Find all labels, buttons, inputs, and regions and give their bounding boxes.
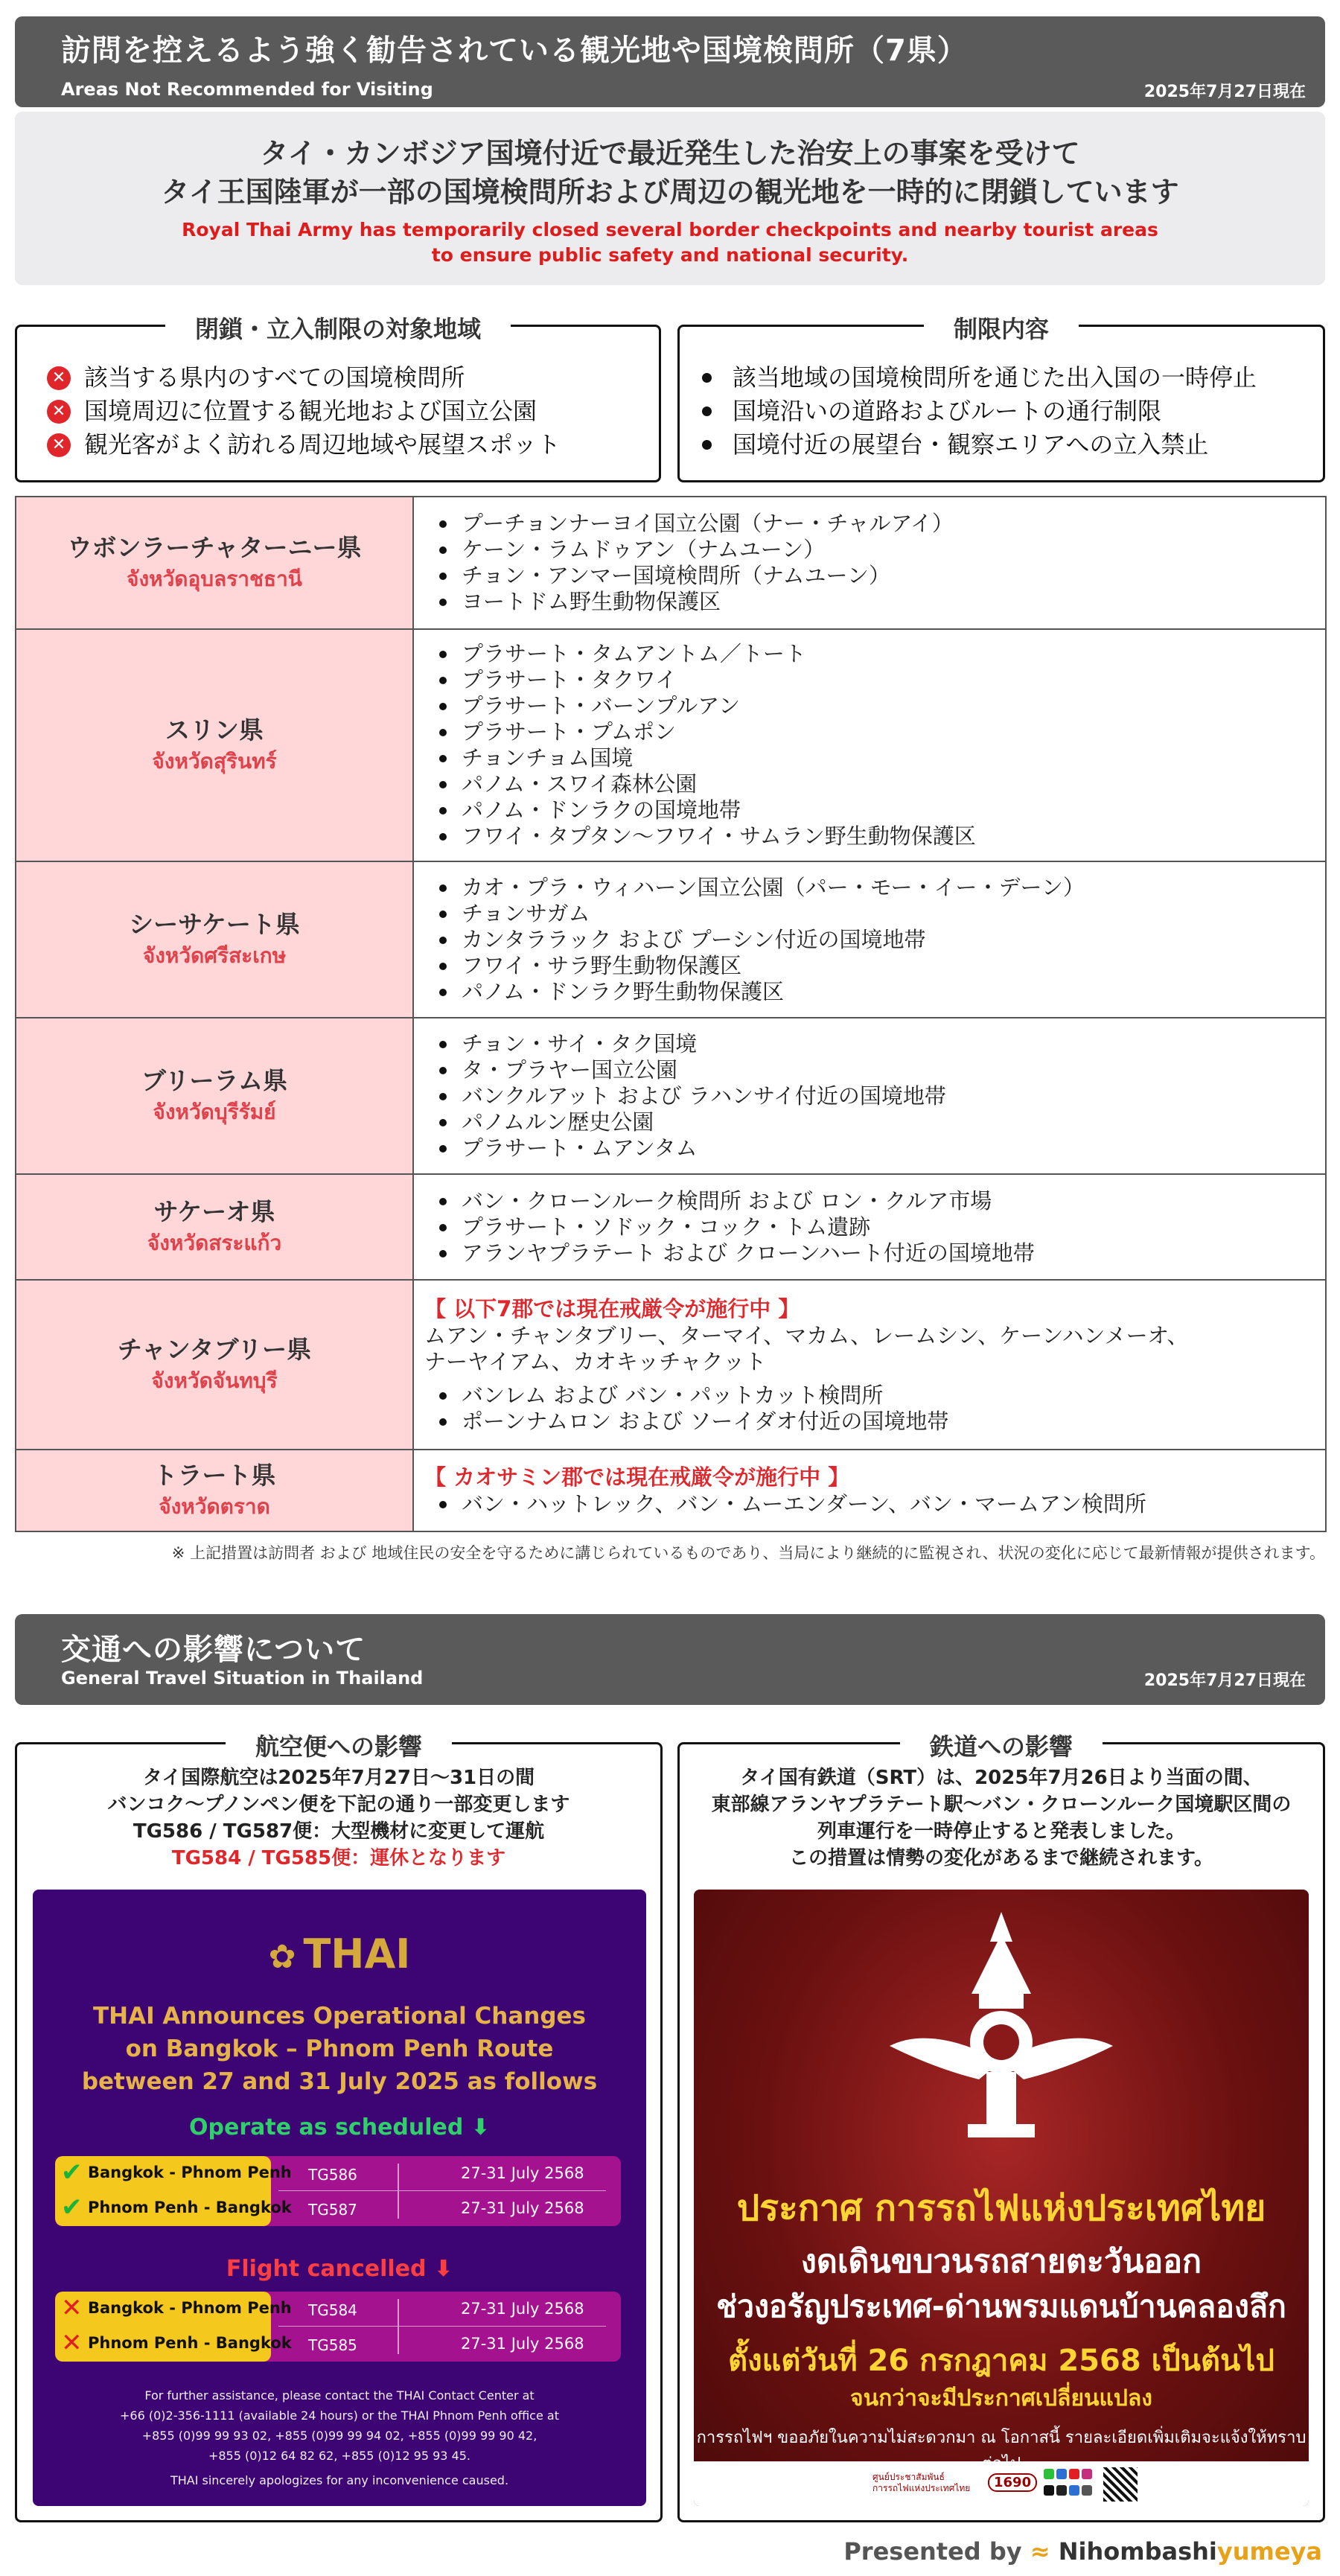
list-item: パノム・ドンラク野生動物保護区	[439, 979, 1325, 1005]
province-name-cell	[16, 1018, 413, 1174]
srt-date: ตั้งแต่วันที่ 26 กรกฎาคม 2568 เป็นต้นไป	[728, 2344, 1274, 2378]
notice-en-1: Royal Thai Army has temporarily closed several border checkpoints and nearby tourist areas	[182, 219, 1158, 240]
list-item: バン・クローンルーク検問所 および ロン・クルア市場	[439, 1188, 1325, 1214]
list-item: プーチョンナーヨイ国立公園（ナー・チャルアイ）	[439, 511, 1325, 537]
list-item: タ・プラヤー国立公園	[439, 1057, 1325, 1083]
flights-info-line: TG586 / TG587便：大型機材に変更して運航	[133, 1820, 545, 1843]
rail-info-line: 東部線アランヤプラテート駅〜バン・クローンルーク国境駅区間の	[711, 1794, 1292, 1816]
restriction-item	[687, 361, 1257, 395]
section-subtitle: General Travel Situation in Thailand	[61, 1668, 424, 1689]
province-name-th: จังหวัดบุรีรัมย์	[153, 1100, 276, 1124]
scheduled-flights	[55, 2156, 621, 2226]
province-name-cell	[16, 1450, 413, 1531]
contact-info	[70, 2385, 609, 2466]
list-item: チョン・サイ・タク国境	[439, 1031, 1325, 1057]
target-areas-title: 閉鎖・立入制限の対象地域	[165, 310, 511, 345]
restriction-item-text: 該当地域の国境検問所を通じた出入国の一時停止	[733, 363, 1257, 392]
notice-en-2: to ensure public safety and national security.	[431, 244, 909, 266]
province-list-cell	[413, 1018, 1326, 1174]
srt-notice	[694, 1890, 1309, 2506]
flight-dates: 27-31 July 2568	[461, 2335, 584, 2353]
rail-info-line: タイ国有鉄道（SRT）は、2025年7月26日より当面の間、	[740, 1767, 1263, 1789]
province-list-cell	[413, 1174, 1326, 1280]
district-list-line: ムアン・チャンタブリー、ターマイ、マカム、レームシン、ケーンハンメーオ、	[424, 1322, 1189, 1348]
list-item: プラサート・タクワイ	[439, 667, 1325, 693]
contact-line: +66 (0)2-356-1111 (available 24 hours) or the THAI Phnom Penh office at	[120, 2408, 559, 2423]
check-icon: ✔	[61, 2158, 83, 2187]
province-name-th: จังหวัดสระแก้ว	[147, 1231, 282, 1255]
province-list-cell	[413, 497, 1326, 629]
as-of-date: 2025年7月27日現在	[1143, 1671, 1306, 1690]
contact-line: +855 (0)99 99 93 02, +855 (0)99 99 94 02, +855 (0)99 99 90 42,	[141, 2429, 537, 2443]
social-icons	[1044, 2469, 1096, 2499]
flight-dates: 27-31 July 2568	[461, 2199, 584, 2217]
flight-row	[55, 2327, 621, 2362]
contact-line: +855 (0)12 64 82 62, +855 (0)12 95 93 45.	[208, 2449, 471, 2463]
target-item-text: 該当する県内のすべての国境検問所	[84, 363, 465, 392]
rail-info-line: 列車運行を一時停止すると発表しました。	[817, 1820, 1185, 1843]
tiktok-icon	[1056, 2485, 1067, 2496]
flight-number: TG584	[308, 2301, 357, 2319]
target-item	[47, 395, 561, 428]
flight-number: TG586	[308, 2166, 357, 2184]
x-icon: ✕	[61, 2328, 83, 2358]
target-item	[47, 428, 561, 462]
target-areas-box	[15, 315, 661, 482]
x-twitter-icon	[1044, 2485, 1054, 2496]
arrow-down-icon: ⬇	[470, 2114, 490, 2140]
flights-info-line: タイ国際航空は2025年7月27日〜31日の間	[142, 1767, 535, 1789]
line-icon	[1044, 2469, 1054, 2479]
flight-route: Phnom Penh - Bangkok	[88, 2334, 292, 2352]
notice-line-2: タイ王国陸軍が一部の国境検問所および周辺の観光地を一時的に閉鎖しています	[161, 176, 1179, 208]
list-item: プラサート・ソドック・コック・トム遺跡	[439, 1214, 1325, 1240]
section-header	[15, 16, 1325, 107]
martial-law-warning: 【 以下7郡では現在戒厳令が施行中 】	[424, 1295, 800, 1322]
operate-heading	[33, 2114, 646, 2140]
check-icon: ✔	[61, 2193, 83, 2222]
section-title: 交通への影響について	[61, 1633, 366, 1667]
province-name-ja: トラート県	[153, 1461, 276, 1490]
section-title: 訪問を控えるよう強く勧告されている観光地や国境検問所（7県）	[61, 34, 968, 68]
apology: THAI sincerely apologizes for any inconvenience caused.	[170, 2473, 509, 2487]
restrictions-title: 制限内容	[924, 310, 1079, 345]
list-item: バン・ハットレック、バン・ムーエンダーン、バン・マームアン検問所	[439, 1491, 1325, 1517]
province-list-cell	[413, 1280, 1326, 1450]
flight-row	[55, 2191, 621, 2226]
cancelled-flights	[55, 2292, 621, 2362]
srt-line: จนกว่าจะมีประกาศเปลี่ยนแปลง	[850, 2385, 1152, 2411]
thai-airways-notice	[33, 1890, 646, 2506]
flights-info-line: TG584 / TG585便：運休となります	[171, 1847, 506, 1869]
blockdit-icon	[1069, 2485, 1079, 2496]
province-name-th: จังหวัดสุรินทร์	[152, 749, 277, 774]
srt-emblem-icon	[890, 1912, 1113, 2143]
province-name-ja: チャンタブリー県	[117, 1335, 312, 1364]
target-item	[47, 361, 561, 395]
list-item: チョンサガム	[439, 901, 1325, 927]
facebook-icon	[1056, 2469, 1067, 2479]
x-circle-icon: ✕	[47, 400, 71, 424]
rail-title: 鉄道への影響	[900, 1728, 1103, 1762]
list-item: パノムルン歴史公園	[439, 1109, 1325, 1135]
cancelled-label: Flight cancelled	[226, 2256, 427, 2282]
x-icon: ✕	[61, 2293, 83, 2323]
srt-apology: การรถไฟฯ ขออภัยในความไม่สะดวกมา ณ โอกาสนี้ รายละเอียดเพิ่มเติมจะแจ้งให้ทราบ	[696, 2429, 1306, 2447]
list-item: ケーン・ラムドゥアン（ナムユーン）	[439, 537, 1325, 563]
hotline-number: 1690	[994, 2475, 1032, 2490]
operate-label: Operate as scheduled	[189, 2114, 464, 2140]
province-name-cell	[16, 629, 413, 861]
rail-info	[677, 1764, 1325, 1872]
province-name-ja: シーサケート県	[129, 910, 300, 939]
hotline-badge	[988, 2473, 1037, 2492]
list-item: ヨートドム野生動物保護区	[439, 589, 1325, 615]
province-list-cell	[413, 1450, 1326, 1531]
table-row	[16, 861, 1326, 1018]
announcement	[33, 2000, 646, 2098]
rail-info-line: この措置は情勢の変化があるまで継続されます。	[789, 1847, 1213, 1869]
flight-route: Bangkok - Phnom Penh	[88, 2299, 292, 2317]
flight-route: Phnom Penh - Bangkok	[88, 2199, 292, 2216]
list-item: パノム・ドンラクの国境地帯	[439, 797, 1325, 823]
flight-dates: 27-31 July 2568	[461, 2300, 584, 2318]
province-list-cell	[413, 629, 1326, 861]
bullet-icon	[702, 373, 712, 383]
list-item: フワイ・サラ野生動物保護区	[439, 953, 1325, 979]
srt-pr-line: การรถไฟแห่งประเทศไทย	[872, 2483, 971, 2493]
thai-logo-text: THAI	[303, 1931, 411, 1977]
x-circle-icon: ✕	[47, 433, 71, 457]
bullet-icon	[702, 440, 712, 450]
flights-info-line: バンコク〜プノンペン便を下記の通り一部変更します	[107, 1794, 570, 1816]
restriction-item-text: 国境沿いの道路およびルートの通行制限	[733, 397, 1162, 425]
province-name-th: จังหวัดตราด	[159, 1494, 270, 1519]
bullet-icon	[702, 407, 712, 416]
province-name-cell	[16, 861, 413, 1018]
province-name-cell	[16, 1174, 413, 1280]
list-item: プラサート・プムポン	[439, 719, 1325, 745]
x-circle-icon: ✕	[47, 366, 71, 390]
srt-pr-center	[872, 2472, 970, 2494]
closure-notice	[15, 112, 1325, 285]
list-item: パノム・スワイ森林公園	[439, 771, 1325, 797]
province-name-th: จังหวัดจันทบุรี	[151, 1368, 278, 1393]
flag-stripe-icon: ≈	[1030, 2537, 1050, 2566]
contact-line: For further assistance, please contact the THAI Contact Center at	[144, 2388, 535, 2403]
footnote: ※ 上記措置は訪問者 および 地域住民の安全を守るために講じられているものであり、当局により継続的に監視され、状況の変化に応じて最新情報が提供されます。	[171, 1544, 1325, 1562]
presented-by	[843, 2537, 1322, 2566]
province-list-cell	[413, 861, 1326, 1018]
as-of-date: 2025年7月27日現在	[1143, 83, 1306, 101]
table-row	[16, 1450, 1326, 1531]
restrictions-box	[677, 315, 1325, 482]
cancelled-heading	[33, 2256, 646, 2282]
province-name-th: จังหวัดอุบลราชธานี	[127, 567, 302, 591]
list-item: プラサート・タムアントム／トート	[439, 641, 1325, 667]
list-item: バンレム および バン・パットカット検問所	[439, 1383, 1325, 1409]
announcement-line: between 27 and 31 July 2025 as follows	[81, 2068, 598, 2095]
province-name-cell	[16, 497, 413, 629]
qr-code	[1103, 2467, 1138, 2502]
list-item: アランヤプラテート および クローンハート付近の国境地帯	[439, 1240, 1325, 1266]
province-name-ja: ブリーラム県	[141, 1066, 288, 1095]
list-item: プラサート・ムアンタム	[439, 1135, 1325, 1161]
list-item: チョンチョム国境	[439, 745, 1325, 771]
list-item: カンタララック および プーシン付近の国境地帯	[439, 927, 1325, 953]
target-item-text: 観光客がよく訪れる周辺地域や展望スポット	[84, 430, 561, 459]
flight-row	[55, 2156, 621, 2191]
flight-number: TG587	[308, 2201, 357, 2219]
srt-headline: ประกาศ การรถไฟแห่งประเทศไทย	[736, 2187, 1266, 2229]
restriction-item-text: 国境付近の展望台・観察エリアへの立入禁止	[733, 430, 1209, 459]
flight-route: Bangkok - Phnom Penh	[88, 2164, 292, 2181]
section-header	[15, 1614, 1325, 1705]
srt-footer-bar	[694, 2461, 1309, 2506]
globe-icon	[1082, 2485, 1092, 2496]
brand-name-part: yumeya	[1216, 2537, 1322, 2566]
province-name-ja: サケーオ県	[153, 1197, 275, 1226]
announcement-line: on Bangkok – Phnom Penh Route	[125, 2035, 554, 2062]
restriction-item	[687, 428, 1257, 462]
flights-info	[15, 1764, 663, 1872]
table-row	[16, 497, 1326, 629]
martial-law-warning: 【 カオサミン郡では現在戒厳令が施行中 】	[424, 1464, 850, 1490]
youtube-icon	[1069, 2469, 1079, 2479]
province-name-ja: スリン県	[165, 715, 264, 745]
section-subtitle: Areas Not Recommended for Visiting	[61, 79, 433, 100]
flight-number: TG585	[308, 2336, 357, 2354]
target-item-text: 国境周辺に位置する観光地および国立公園	[84, 397, 537, 425]
province-name-cell	[16, 1280, 413, 1450]
table-row	[16, 1174, 1326, 1280]
thai-logo	[33, 1931, 646, 1977]
restriction-item	[687, 395, 1257, 428]
announcement-line: THAI Announces Operational Changes	[92, 2003, 587, 2030]
province-name-ja: ウボンラーチャターニー県	[67, 533, 362, 562]
orchid-icon: ✿	[268, 1938, 296, 1976]
flight-row	[55, 2292, 621, 2327]
arrow-down-icon: ⬇	[433, 2256, 453, 2282]
list-item: フワイ・タプタン〜フワイ・サムラン野生動物保護区	[439, 823, 1325, 849]
table-row	[16, 1280, 1326, 1450]
list-item: バンクルアット および ラハンサイ付近の国境地帯	[439, 1083, 1325, 1109]
notice-line-1: タイ・カンボジア国境付近で最近発生した治安上の事案を受けて	[260, 137, 1080, 170]
table-row	[16, 629, 1326, 861]
srt-line: งดเดินขบวนรถสายตะวันออก	[800, 2243, 1202, 2280]
province-name-th: จังหวัดศรีสะเกษ	[142, 943, 287, 968]
list-item: ポーンナムロン および ソーイダオ付近の国境地帯	[439, 1409, 1325, 1435]
list-item: チョン・アンマー国境検問所（ナムユーン）	[439, 563, 1325, 589]
srt-pr-line: ศูนย์ประชาสัมพันธ์	[872, 2472, 945, 2482]
province-table	[15, 496, 1327, 1532]
instagram-icon	[1082, 2469, 1092, 2479]
presented-label: Presented by	[843, 2537, 1022, 2566]
table-row	[16, 1018, 1326, 1174]
district-list-line: ナーヤイアム、カオキッチャクット	[424, 1348, 767, 1374]
list-item: カオ・プラ・ウィハーン国立公園（パー・モー・イー・デーン）	[439, 875, 1325, 901]
flight-dates: 27-31 July 2568	[461, 2164, 584, 2182]
flights-title: 航空便への影響	[226, 1728, 452, 1762]
list-item: プラサート・バーンプルアン	[439, 693, 1325, 719]
brand-name-part: Nihombashi	[1058, 2537, 1217, 2566]
srt-line: ช่วงอรัญประเทศ-ด่านพรมแดนบ้านคลองลึก	[716, 2289, 1286, 2324]
